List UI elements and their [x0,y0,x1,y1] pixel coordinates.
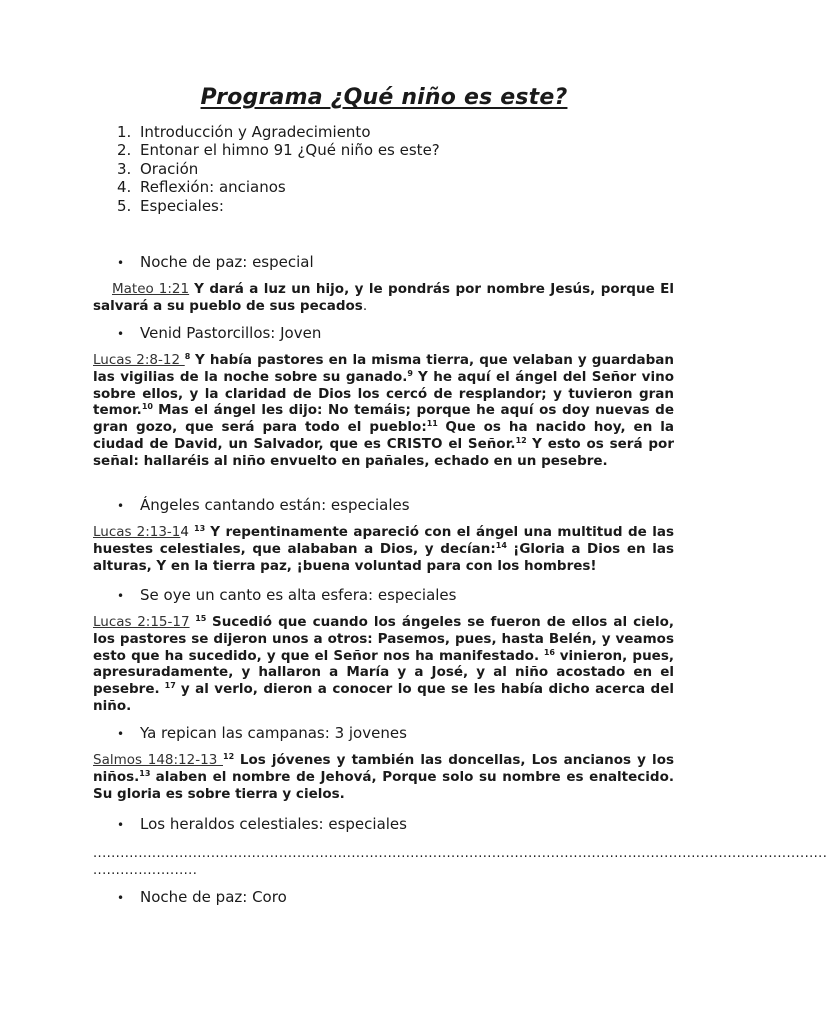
program-item-text: Entonar el himno 91 ¿Qué niño es este? [140,141,440,160]
verse-salmos [93,752,674,802]
program-item-number: 4. [117,178,132,197]
verse-reference: Lucas 2:8-12 [93,352,185,368]
verse-end: . [362,297,368,314]
bullet-text: Ángeles cantando están: especiales [140,496,410,514]
bullet-item [117,888,287,906]
program-item [93,123,440,141]
dotted-line: .................................................................................................................................................................. [93,846,827,861]
dotted-line: ....................... [93,863,198,878]
program-item-text: Especiales: [140,196,224,215]
verse-number: 12 [515,435,527,445]
verse-number: 16 [543,647,555,657]
bullet-item [117,815,407,833]
verse-reference: Mateo 1:21 [112,281,190,297]
program-item-text: Reflexión: ancianos [140,178,286,197]
bullet-icon: • [117,327,125,341]
verse-text: Mas el ángel les dijo: No temáis; porque he aquí os doy nuevas de gran gozo, que será para todo el pueblo: [93,402,674,436]
program-item-number: 3. [117,159,132,178]
verse-text: y al verlo, dieron a conocer lo que se les había dicho acerca del niño. [93,681,675,714]
verse-text: Y había pastores en la misma tierra, que velaban y guardaban las vigilias de la noche sobre su ganado. [93,352,674,385]
program-item [93,141,440,159]
bullet-text: Venid Pastorcillos: Joven [140,324,322,342]
verse-text: Sucedió que cuando los ángeles se fueron de ellos al cielo, los pastores se dijeron unos a otros: Pasemos, pues, hasta Belén, y veamos esto que ha sucedido, y que el Señor nos ha manifestado. [93,614,674,664]
verse-text: Y he aquí el ángel del Señor vino sobre ellos, y la claridad de Dios los cercó de resplandor; y tuvieron gran temor. [93,368,674,419]
verse-number: 13 [194,524,206,533]
bullet-text: Ya repican las campanas: 3 jovenes [140,724,407,742]
verse-text: Y dará a luz un hijo, y le pondrás por nombre Jesús, porque El salvará a su pueblo de sus pecados [93,281,675,314]
verse-number: 10 [141,402,153,412]
verse-lucas-2-15 [93,614,674,715]
verse-number: 11 [426,419,438,429]
verse-reference-tail: 4 [180,524,189,540]
bullet-icon: • [117,499,125,513]
bullet-icon: • [117,256,125,270]
bullet-text: Noche de paz: especial [140,253,314,271]
verse-text: Y repentinamente apareció con el ángel una multitud de las huestes celestiales, que alababan a Dios, y decían: [93,524,674,557]
verse-number: 13 [139,768,151,778]
verse-lucas-2-13 [93,524,674,574]
verse-number: 9 [407,368,413,378]
bullet-item [117,724,407,742]
verse-text: Y esto os será por señal: hallaréis al niño envuelto en pañales, echado en un pesebre. [93,435,674,469]
verse-number: 14 [495,540,507,550]
verse-number: 12 [223,752,235,761]
verse-reference: Lucas 2:13-1 [93,524,181,540]
bullet-icon: • [117,727,125,741]
bullet-item [117,324,321,342]
verse-mateo [93,281,674,315]
verse-reference: Salmos 148:12-13 [93,752,223,768]
bullet-icon: • [117,891,125,905]
bullet-text: Los heraldos celestiales: especiales [140,815,407,833]
program-item-number: 1. [117,123,132,141]
verse-number: 17 [164,681,176,691]
bullet-text: Noche de paz: Coro [140,888,287,906]
verse-text: ¡Gloria a Dios en las alturas, Y en la tierra paz, ¡buena voluntad para con los hombres! [93,540,675,574]
bullet-icon: • [117,589,125,603]
verse-text: vinieron, pues, apresuradamente, y hallaron a María y a José, y al niño acostado en el pesebre. [93,647,675,698]
program-item-number: 5. [117,196,132,215]
bullet-item [117,586,456,604]
verse-lucas-2-8 [93,352,674,470]
program-item [93,160,440,178]
bullet-item [117,253,314,271]
verse-number: 8 [184,352,191,361]
program-item [93,197,440,215]
program-item-number: 2. [117,141,132,160]
verse-text: Que os ha nacido hoy, en la ciudad de David, un Salvador, que es CRISTO el Señor. [93,419,674,452]
program-item [93,178,440,196]
program-list [93,123,440,215]
verse-text: alaben el nombre de Jehová, Porque solo su nombre es enaltecido. Su gloria es sobre tierra y cielos. [93,768,674,802]
verse-number: 15 [195,614,207,623]
program-item-text: Oración [140,159,199,178]
verse-text: Los jóvenes y también las doncellas, Los ancianos y los niños. [93,752,674,785]
bullet-icon: • [117,818,125,832]
verse-reference: Lucas 2:15-17 [93,614,190,630]
bullet-item [117,496,410,514]
program-item-text: Introducción y Agradecimiento [140,123,371,141]
page-title: Programa ¿Qué niño es este? [200,85,568,110]
bullet-text: Se oye un canto es alta esfera: especiales [140,586,457,604]
